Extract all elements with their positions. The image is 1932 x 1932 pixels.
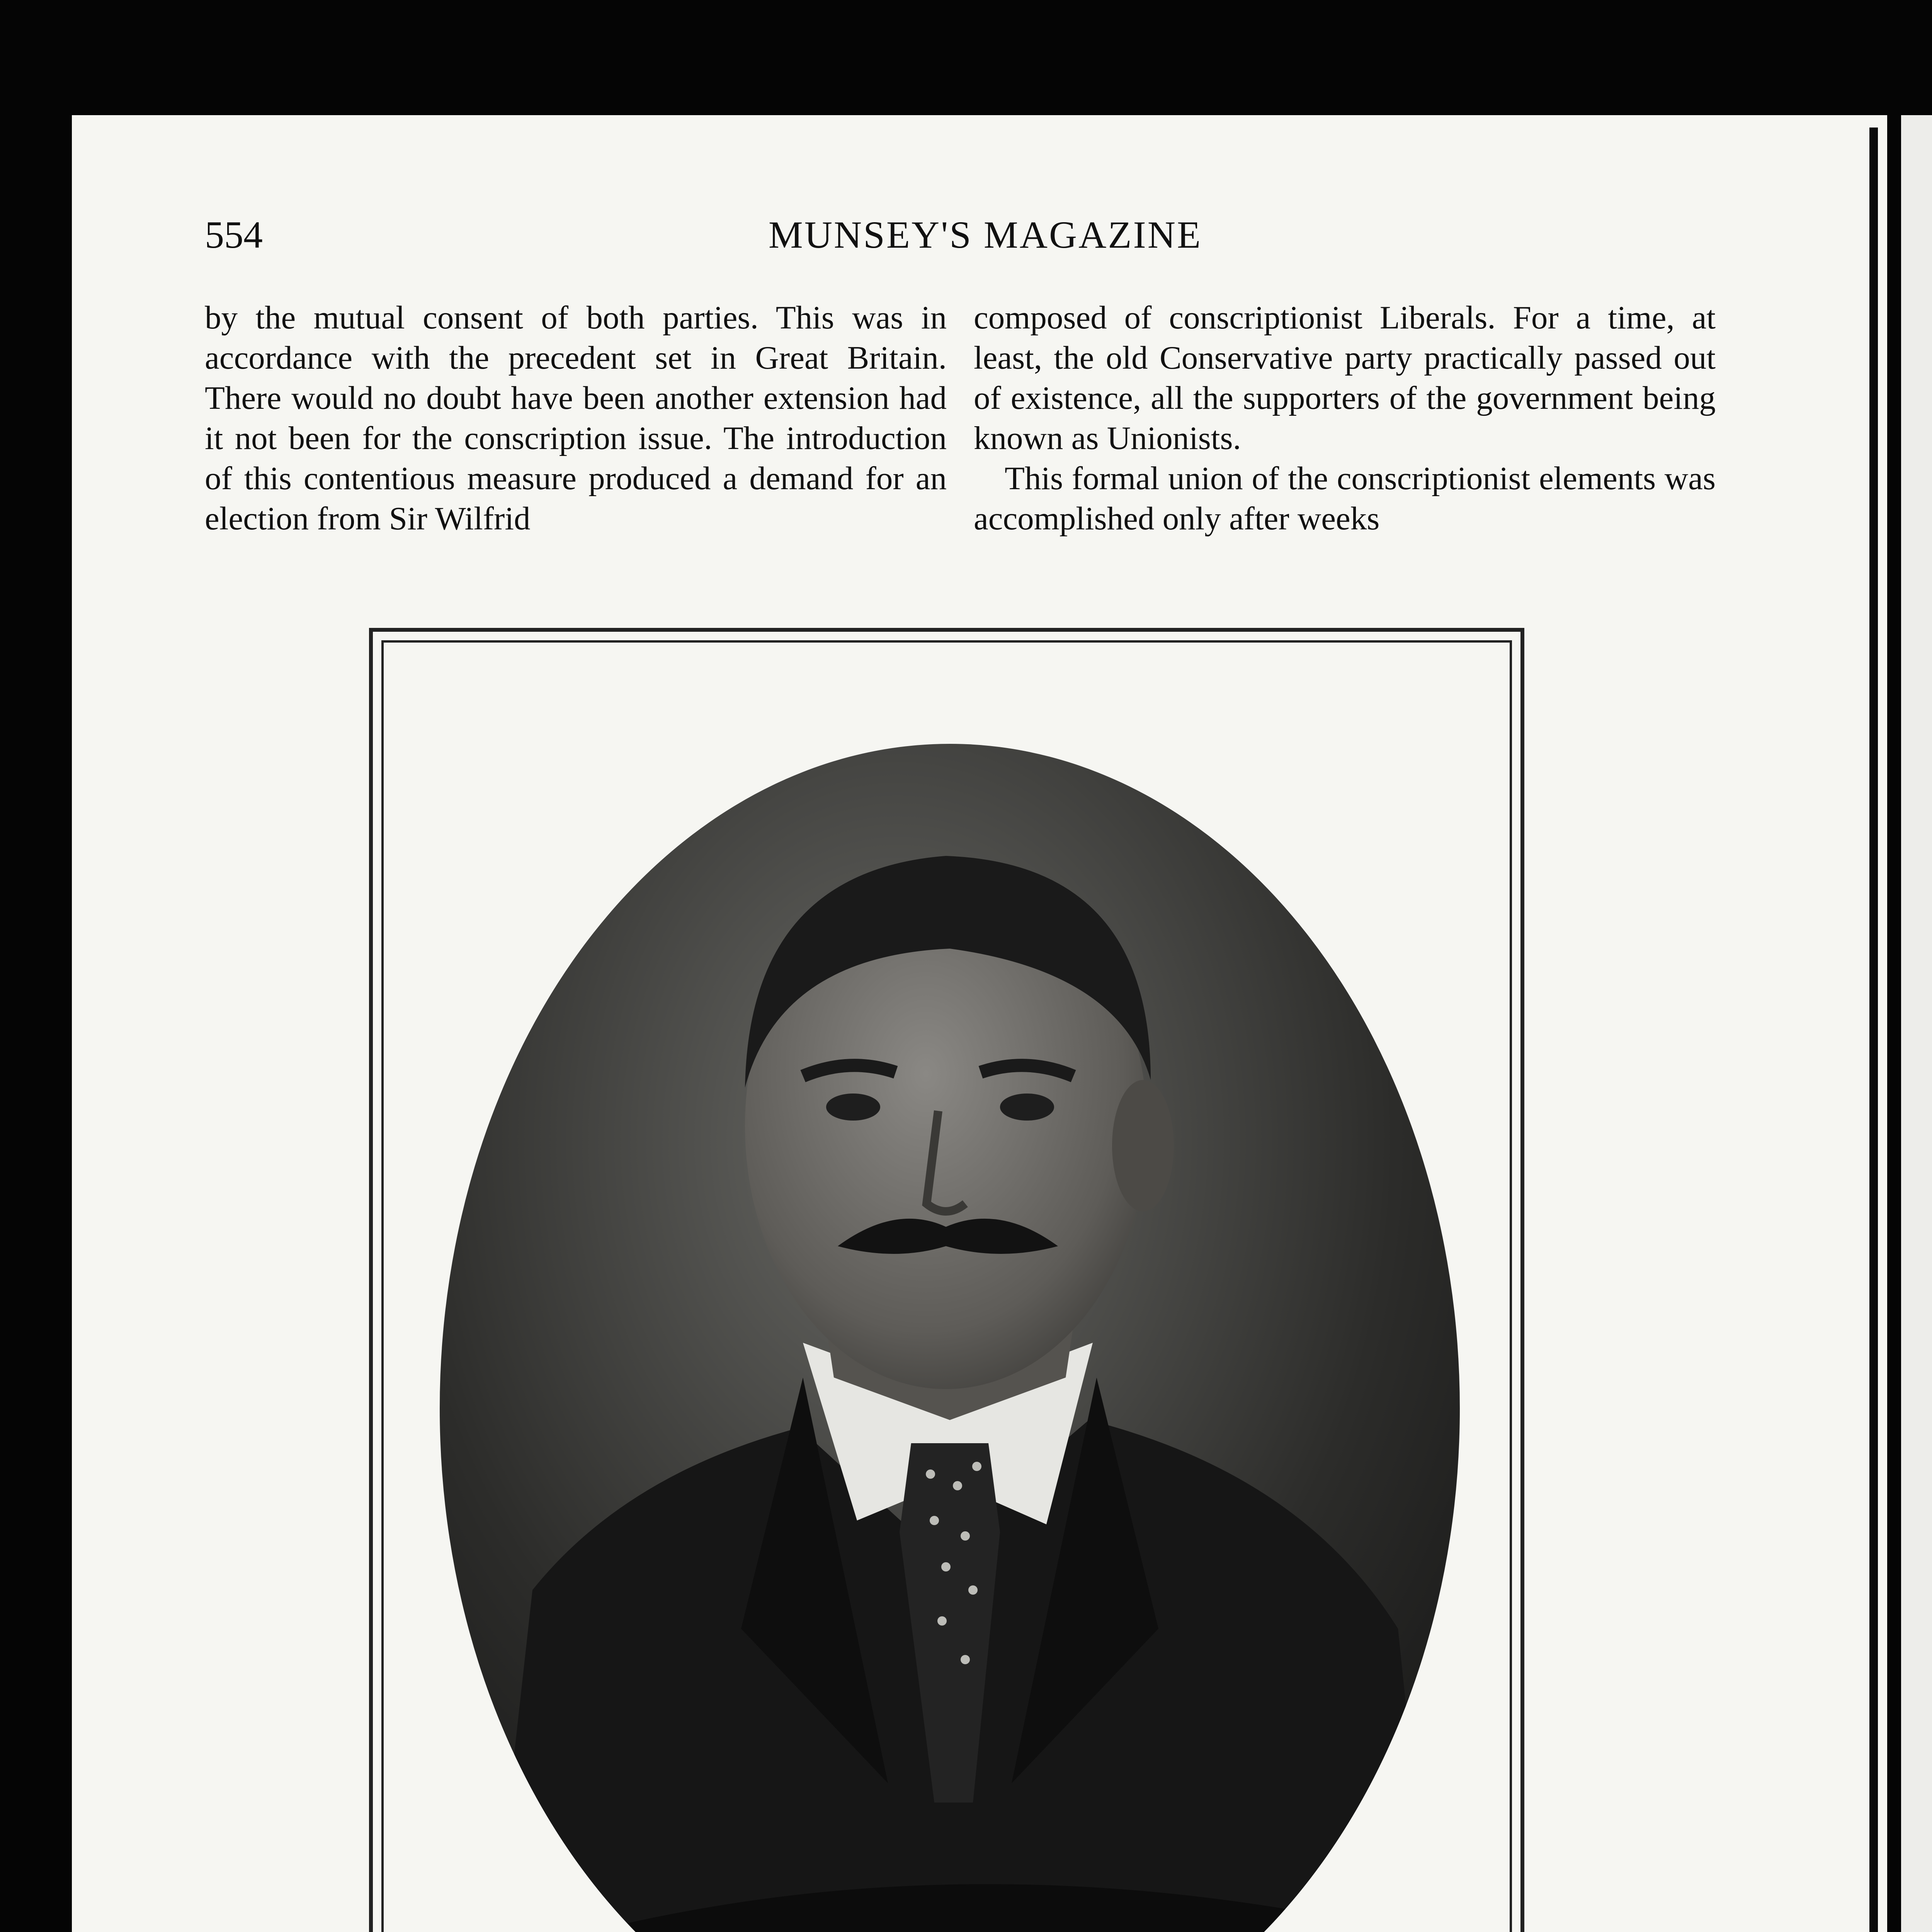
ear (1112, 1080, 1174, 1211)
running-head: MUNSEY'S MAGAZINE (768, 213, 1202, 256)
top-left-column (205, 298, 947, 539)
paragraph: by the mutual consent of both parties. This was in accordance with the precedent set in Great Britain. There would no doubt have been another extension had it not been for the conscription issue. The introduction of this contentious measure produced a demand for an election from Sir Wilfrid (205, 299, 947, 537)
top-right-column (974, 298, 1716, 539)
paragraph: composed of conscriptionist Liberals. For a time, at least, the old Conservative party practically passed out of existence, all the supporters of the government being known as Unionists. (974, 299, 1716, 456)
facing-page-edge (1901, 115, 1932, 1932)
page-gutter-shadow (1869, 128, 1878, 1932)
page-number: 554 (205, 213, 263, 256)
page-header (0, 213, 1932, 263)
paragraph: This formal union of the conscriptionist elements was accomplished only after weeks (974, 460, 1716, 537)
right-eye (1000, 1094, 1054, 1121)
oval-portrait-photo (432, 740, 1468, 1932)
shirt-cuff (1313, 1915, 1367, 1932)
left-eye (826, 1094, 880, 1121)
